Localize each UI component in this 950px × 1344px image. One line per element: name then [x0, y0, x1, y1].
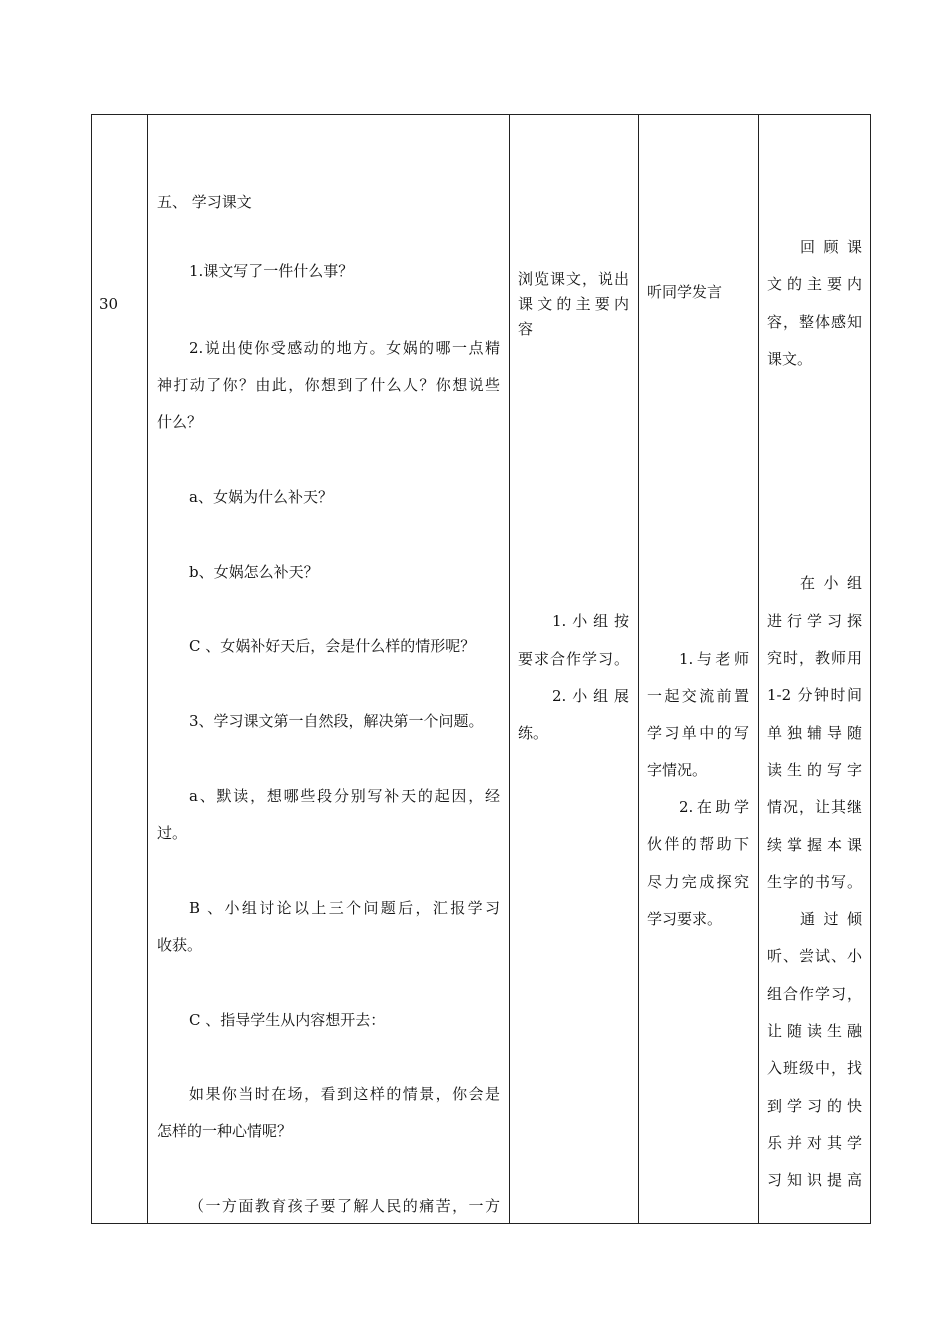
column-divider	[147, 115, 148, 1223]
process-line: 3、学习课文第一自然段，解决第一个问题。	[189, 712, 484, 730]
process-line: 过。	[157, 824, 188, 842]
intent-line: 读生的写字	[767, 761, 862, 779]
process-line: 什么？	[157, 413, 203, 431]
helper-line: 1.与老师	[679, 650, 749, 668]
intent-line: 听、尝试、小	[767, 947, 862, 965]
helper-line: 字情况。	[647, 761, 708, 779]
intent-line: 进行学习探	[767, 612, 862, 630]
intent-line: 生字的书写。	[767, 873, 862, 891]
column-divider	[758, 115, 759, 1223]
student-line: 1.小组按	[552, 612, 629, 630]
helper-line: 学习要求。	[647, 910, 723, 928]
process-line: 1.课文写了一件什么事？	[189, 262, 354, 280]
intent-line: 单独辅导随	[767, 724, 862, 742]
student-line: 要求合作学习。	[518, 650, 629, 668]
process-line: C 、指导学生从内容想开去：	[189, 1011, 386, 1029]
time-cell: 30	[99, 295, 119, 313]
intent-line: 文的主要内	[767, 275, 862, 293]
student-line: 容	[518, 320, 534, 338]
helper-line: 尽力完成探究	[647, 873, 749, 891]
helper-line: 一起交流前置	[647, 687, 749, 705]
process-line: B 、小组讨论以上三个问题后，汇报学习	[189, 899, 500, 917]
process-line: 怎样的一种心情呢？	[157, 1122, 293, 1140]
process-line: 收获。	[157, 936, 203, 954]
intent-line: 续掌握本课	[767, 836, 862, 854]
intent-line: 习知识提高	[767, 1171, 862, 1189]
helper-line: 学习单中的写	[647, 724, 749, 742]
column-divider	[509, 115, 510, 1223]
process-line: b、女娲怎么补天？	[189, 563, 319, 581]
intent-line: 课文。	[767, 350, 813, 368]
process-line: C 、女娲补好天后，会是什么样的情形呢？	[189, 637, 476, 655]
intent-line: 通过倾	[800, 910, 862, 928]
intent-line: 究时，教师用	[767, 649, 862, 667]
student-line: 2.小组展	[552, 687, 629, 705]
process-line: （一方面教育孩子要了解人民的痛苦，一方	[189, 1197, 500, 1215]
student-line: 浏览课文，说出	[518, 270, 629, 288]
student-line: 课文的主要内	[518, 295, 629, 313]
helper-line: 2.在助学	[679, 798, 749, 816]
intent-line: 情况，让其继	[767, 798, 862, 816]
process-heading: 五、 学习课文	[157, 193, 252, 211]
intent-line: 1-2 分钟时间	[767, 686, 862, 704]
intent-line: 在小组	[800, 574, 862, 592]
helper-line: 听同学发言	[647, 283, 723, 301]
process-line: a、女娲为什么补天？	[189, 488, 333, 506]
process-line: 如果你当时在场，看到这样的情景，你会是	[189, 1085, 500, 1103]
intent-line: 回顾课	[800, 238, 862, 256]
intent-line: 容，整体感知	[767, 313, 862, 331]
process-line: 2.说出使你受感动的地方。女娲的哪一点精	[189, 339, 500, 357]
intent-line: 乐并对其学	[767, 1134, 862, 1152]
student-line: 练。	[518, 724, 549, 742]
column-divider	[638, 115, 639, 1223]
process-line: 神打动了你？由此，你想到了什么人？你想说些	[157, 376, 500, 394]
intent-line: 组合作学习，	[767, 985, 862, 1003]
intent-line: 到学习的快	[767, 1097, 862, 1115]
process-line: a、默读，想哪些段分别写补天的起因，经	[189, 787, 500, 805]
helper-line: 伙伴的帮助下	[647, 835, 749, 853]
intent-line: 入班级中，找	[767, 1059, 862, 1077]
intent-line: 让随读生融	[767, 1022, 862, 1040]
